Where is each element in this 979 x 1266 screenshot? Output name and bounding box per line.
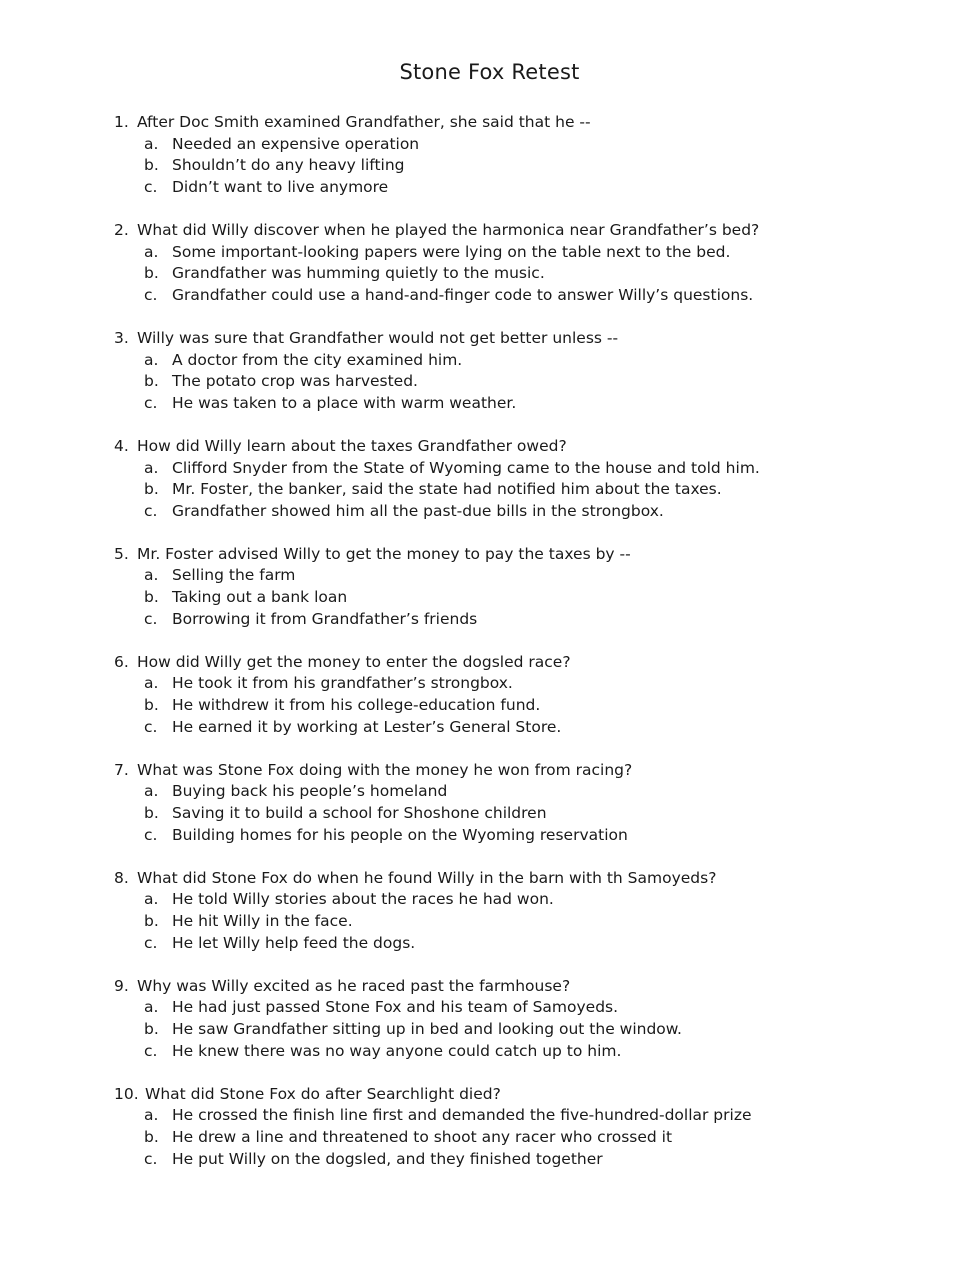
option-text: He saw Grandfather sitting up in bed and looking out the window. — [172, 1019, 682, 1038]
question-item — [114, 112, 934, 198]
question-item — [114, 220, 934, 306]
question-item — [114, 976, 934, 1062]
option-text: A doctor from the city examined him. — [172, 350, 463, 369]
option-text: He put Willy on the dogsled, and they finished together — [172, 1149, 603, 1168]
answer-options — [114, 889, 934, 954]
answer-option — [144, 263, 934, 285]
option-text: Grandfather was humming quietly to the music. — [172, 264, 545, 283]
question-text: Mr. Foster advised Willy to get the money to pay the taxes by -- — [137, 544, 631, 563]
question-number: 3. — [114, 328, 129, 347]
option-letter: c. — [144, 717, 158, 736]
option-text: He had just passed Stone Fox and his team of Samoyeds. — [172, 998, 619, 1017]
answer-option — [144, 350, 934, 372]
answer-options — [114, 458, 934, 523]
option-text: He let Willy help feed the dogs. — [172, 933, 416, 952]
answer-options — [114, 781, 934, 846]
question-line — [114, 652, 934, 674]
option-letter: a. — [144, 458, 159, 477]
answer-option — [144, 177, 934, 199]
answer-option — [144, 479, 934, 501]
option-text: Grandfather could use a hand-and-finger code to answer Willy’s questions. — [172, 285, 754, 304]
option-letter: c. — [144, 933, 158, 952]
question-line — [114, 112, 934, 134]
answer-options — [114, 134, 934, 199]
option-text: He earned it by working at Lester’s General Store. — [172, 717, 562, 736]
option-letter: a. — [144, 890, 159, 909]
answer-option — [144, 673, 934, 695]
question-text: What was Stone Fox doing with the money he won from racing? — [137, 760, 633, 779]
question-item — [114, 760, 934, 846]
question-number: 2. — [114, 220, 129, 239]
option-text: He drew a line and threatened to shoot any racer who crossed it — [172, 1127, 673, 1146]
option-letter: a. — [144, 566, 159, 585]
answer-option — [144, 458, 934, 480]
answer-options — [114, 1105, 934, 1170]
question-list — [114, 112, 934, 1192]
answer-option — [144, 933, 934, 955]
option-text: Saving it to build a school for Shoshone children — [172, 804, 547, 822]
answer-option — [144, 1019, 934, 1041]
option-text: Shouldn’t do any heavy lifting — [172, 156, 405, 175]
answer-option — [144, 565, 934, 587]
question-number: 6. — [114, 652, 129, 671]
question-number: 9. — [114, 976, 129, 995]
question-item — [114, 652, 934, 738]
question-number: 7. — [114, 760, 129, 779]
option-letter: b. — [144, 264, 159, 283]
question-text: What did Stone Fox do after Searchlight died? — [145, 1084, 501, 1103]
answer-option — [144, 134, 934, 156]
answer-options — [114, 565, 934, 630]
option-letter: a. — [144, 782, 159, 801]
option-text: The potato crop was harvested. — [172, 372, 418, 391]
question-line — [114, 1084, 934, 1106]
option-letter: b. — [144, 372, 159, 391]
answer-options — [114, 673, 934, 738]
option-text: Building homes for his people on the Wyoming reservation — [172, 825, 628, 844]
question-item — [114, 328, 934, 414]
option-letter: b. — [144, 1019, 159, 1038]
question-item — [114, 1084, 934, 1170]
answer-option — [144, 587, 934, 609]
question-number: 5. — [114, 544, 129, 563]
answer-option — [144, 695, 934, 717]
option-text: He was taken to a place with warm weather. — [172, 393, 517, 412]
question-line — [114, 544, 934, 566]
option-letter: c. — [144, 285, 158, 304]
question-line — [114, 868, 934, 890]
answer-option — [144, 717, 934, 739]
answer-option — [144, 242, 934, 264]
option-text: Borrowing it from Grandfather’s friends — [172, 609, 478, 628]
option-letter: a. — [144, 350, 159, 369]
answer-option — [144, 781, 934, 803]
answer-option — [144, 1149, 934, 1171]
answer-option — [144, 155, 934, 177]
option-text: Buying back his people’s homeland — [172, 782, 448, 801]
option-letter: c. — [144, 501, 158, 520]
option-letter: b. — [144, 588, 159, 607]
option-letter: a. — [144, 134, 159, 153]
question-line — [114, 760, 934, 782]
option-text: He told Willy stories about the races he had won. — [172, 890, 554, 909]
answer-option — [144, 1105, 934, 1127]
question-text: How did Willy learn about the taxes Grandfather owed? — [137, 436, 567, 455]
answer-option — [144, 501, 934, 523]
question-text: Willy was sure that Grandfather would not get better unless -- — [137, 328, 619, 347]
option-text: He took it from his grandfather’s strongbox. — [172, 674, 513, 693]
option-letter: c. — [144, 609, 158, 628]
option-text: Grandfather showed him all the past-due bills in the strongbox. — [172, 501, 664, 520]
question-number: 10. — [114, 1084, 139, 1103]
option-letter: b. — [144, 696, 159, 715]
option-letter: b. — [144, 1127, 159, 1146]
answer-options — [114, 997, 934, 1062]
question-number: 8. — [114, 868, 129, 887]
option-letter: b. — [144, 156, 159, 175]
option-letter: c. — [144, 1041, 158, 1060]
option-text: He knew there was no way anyone could catch up to him. — [172, 1041, 622, 1060]
option-text: Needed an expensive operation — [172, 134, 420, 153]
option-letter: b. — [144, 911, 159, 930]
page-title: Stone Fox Retest — [399, 60, 580, 84]
question-item — [114, 436, 934, 522]
answer-option — [144, 825, 934, 847]
option-text: He withdrew it from his college-education fund. — [172, 696, 541, 715]
option-letter: c. — [144, 393, 158, 412]
answer-option — [144, 609, 934, 631]
answer-option — [144, 1041, 934, 1063]
question-item — [114, 544, 934, 630]
option-text: He hit Willy in the face. — [172, 911, 353, 930]
option-text: Some important-looking papers were lying on the table next to the bed. — [172, 242, 731, 261]
option-letter: b. — [144, 480, 159, 499]
option-letter: c. — [144, 177, 158, 196]
answer-option — [144, 889, 934, 911]
question-line — [114, 976, 934, 998]
answer-options — [114, 242, 934, 307]
question-number: 4. — [114, 436, 129, 455]
question-number: 1. — [114, 113, 129, 131]
answer-option — [144, 1127, 934, 1149]
answer-option — [144, 393, 934, 415]
option-letter: a. — [144, 1106, 159, 1125]
answer-option — [144, 997, 934, 1019]
question-text: What did Stone Fox do when he found Willy in the barn with th Samoyeds? — [137, 868, 717, 887]
option-text: He crossed the finish line first and demanded the five-hundred-dollar prize — [172, 1106, 752, 1125]
question-line — [114, 328, 934, 350]
option-letter: c. — [144, 1149, 158, 1168]
question-text: How did Willy get the money to enter the dogsled race? — [137, 652, 571, 671]
question-line — [114, 220, 934, 242]
question-text: Why was Willy excited as he raced past the farmhouse? — [137, 976, 571, 995]
option-letter: a. — [144, 674, 159, 693]
option-text: Clifford Snyder from the State of Wyoming came to the house and told him. — [172, 458, 760, 477]
question-line — [114, 436, 934, 458]
option-letter: a. — [144, 242, 159, 261]
answer-option — [144, 911, 934, 933]
question-item — [114, 868, 934, 954]
option-letter: a. — [144, 998, 159, 1017]
answer-options — [114, 350, 934, 415]
option-text: Didn’t want to live anymore — [172, 177, 389, 196]
question-text: After Doc Smith examined Grandfather, she said that he -- — [137, 113, 591, 131]
answer-option — [144, 285, 934, 307]
question-text: What did Willy discover when he played the harmonica near Grandfather’s bed? — [137, 220, 760, 239]
option-text: Mr. Foster, the banker, said the state had notified him about the taxes. — [172, 480, 722, 499]
option-text: Selling the farm — [172, 566, 296, 585]
option-text: Taking out a bank loan — [172, 588, 348, 607]
answer-option — [144, 371, 934, 393]
option-letter: c. — [144, 825, 158, 844]
answer-option — [144, 803, 934, 825]
option-letter: b. — [144, 804, 159, 822]
